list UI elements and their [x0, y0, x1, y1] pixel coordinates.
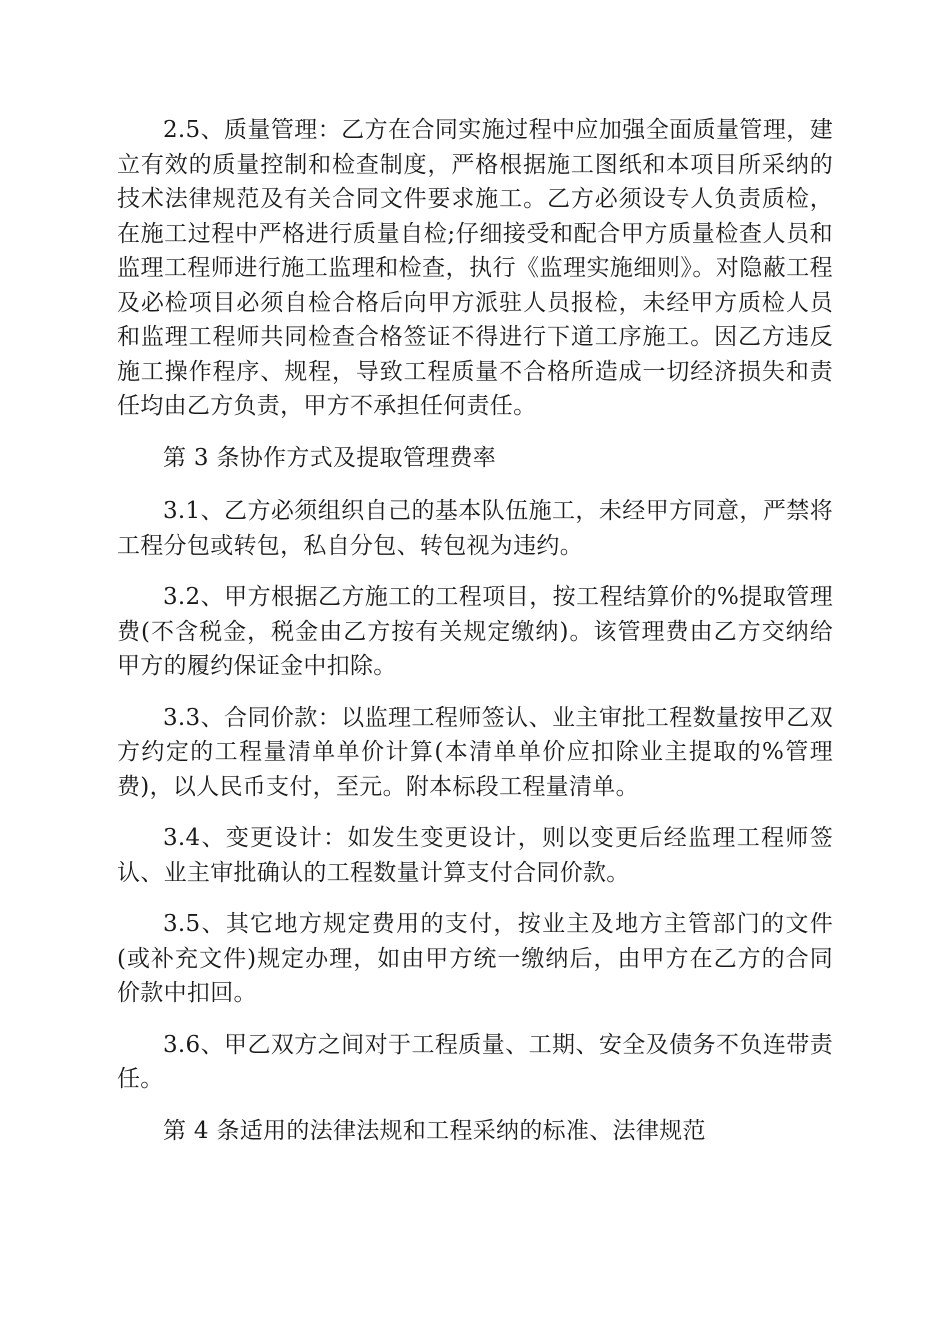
clause-3-5-paragraph: 3.5、其它地方规定费用的支付，按业主及地方主管部门的文件(或补充文件)规定办理，如由甲方统一缴纳后，由甲方在乙方的合同价款中扣回。 [117, 911, 833, 1006]
clause-3-1-paragraph: 3.1、乙方必须组织自己的基本队伍施工，未经甲方同意，严禁将工程分包或转包，私自分包、转包视为违约。 [117, 498, 833, 559]
clause-3-2-paragraph: 3.2、甲方根据乙方施工的工程项目，按工程结算价的%提取管理费(不含税金，税金由乙方按有关规定缴纳)。该管理费由乙方交纳给甲方的履约保证金中扣除。 [117, 584, 833, 679]
clause-3-6-paragraph: 3.6、甲乙双方之间对于工程质量、工期、安全及债务不负连带责任。 [117, 1031, 833, 1092]
document-body [117, 113, 833, 1167]
article-4-heading: 第 4 条适用的法律法规和工程采纳的标准、法律规范 [163, 1117, 706, 1144]
article-3-heading: 第 3 条协作方式及提取管理费率 [163, 444, 497, 471]
clause-2-5-paragraph: 2.5、质量管理：乙方在合同实施过程中应加强全面质量管理，建立有效的质量控制和检查制度，严格根据施工图纸和本项目所采纳的技术法律规范及有关合同文件要求施工。乙方必须设专人负责质检，在施工过程中严格进行质量自检;仔细接受和配合甲方质量检查人员和监理工程师进行施工监理和检查，执行《监理实施细则》。对隐蔽工程及必检项目必须自检合格后向甲方派驻人员报检，未经甲方质检人员和监理工程师共同检查合格签证不得进行下道工序施工。因乙方违反施工操作程序、规程，导致工程质量不合格所造成一切经济损失和责任均由乙方负责，甲方不承担任何责任。 [117, 117, 833, 419]
clause-3-3-paragraph: 3.3、合同价款：以监理工程师签认、业主审批工程数量按甲乙双方约定的工程量清单单价计算(本清单单价应扣除业主提取的%管理费)，以人民币支付，至元。附本标段工程量清单。 [117, 704, 833, 800]
clause-3-4-paragraph: 3.4、变更设计：如发生变更设计，则以变更后经监理工程师签认、业主审批确认的工程数量计算支付合同价款。 [117, 825, 833, 886]
